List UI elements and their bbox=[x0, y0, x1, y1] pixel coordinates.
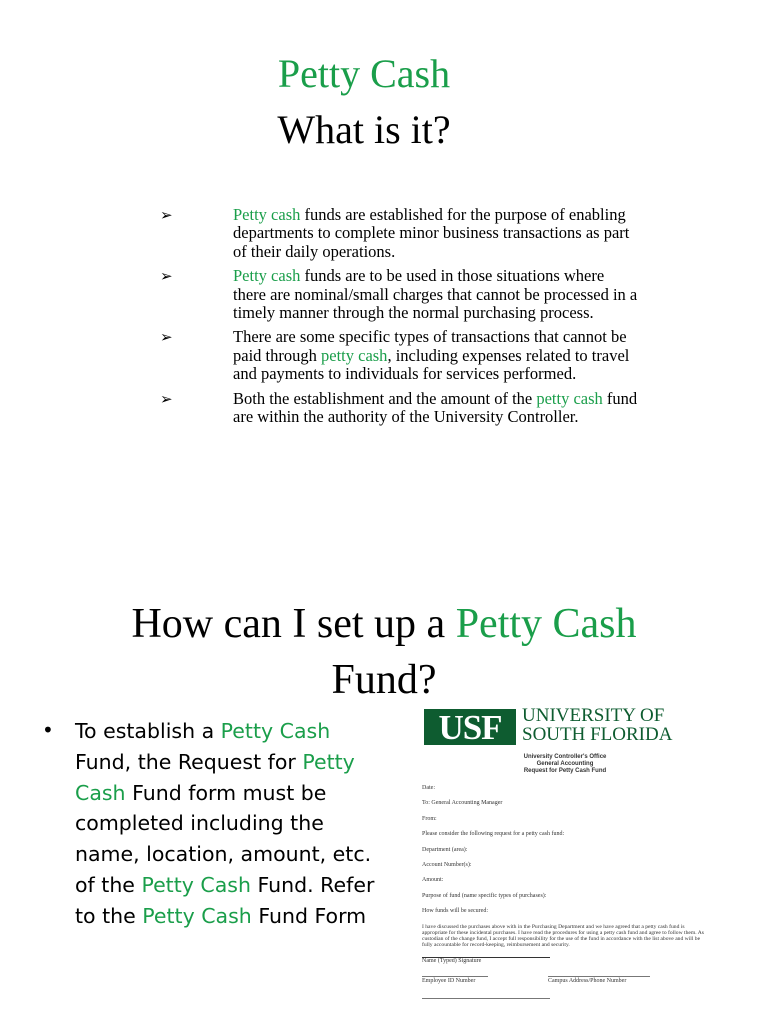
arrow-bullet-icon: ➢ bbox=[160, 328, 173, 347]
form-field-label: Account Number(s): bbox=[422, 861, 472, 868]
highlight-term: Petty Cash bbox=[142, 903, 252, 928]
highlight-term: Petty cash bbox=[233, 205, 301, 224]
highlight-term: Petty Cash bbox=[141, 872, 251, 897]
slide2-body: • To establish a Petty Cash Fund, the Request for Petty Cash Fund form must be completed including the name, location, amount, etc. of the Petty Cash Fund. Refer to the Petty Cash Fund Form bbox=[42, 716, 392, 932]
list-item: ➢ Petty cash funds are established for the purpose of enabling departments to complete minor business transactions as part of their daily operations. bbox=[160, 205, 630, 261]
petty-cash-form-image bbox=[420, 706, 710, 1024]
highlight-term: petty cash bbox=[321, 345, 388, 365]
form-field-label: Please consider the following request for a petty cash fund: bbox=[422, 831, 565, 838]
signature-label: Name (Typed) Signature bbox=[422, 957, 482, 964]
form-agreement-text: I have discussed the purchases above with in the Purchasing Department and we have agreed that a petty cash fund is appropriate for these incidental purchases. I have read the procedures for using a petty cash fund and agree to follow them. As custodian of the change fund, I accept full responsibility for the use of the fund in accordance with the list above and will be fully accountable for record-keeping, reimbursement and security. bbox=[422, 923, 704, 949]
slide2-title: How can I set up a Petty Cash Fund? bbox=[131, 601, 637, 703]
bullet-dot-icon: • bbox=[42, 718, 54, 742]
highlight-term: Petty cash bbox=[233, 266, 301, 286]
form-field-label: Amount: bbox=[422, 877, 444, 884]
campus-address-line bbox=[548, 976, 650, 977]
form-field-label: Date: bbox=[422, 785, 435, 791]
arrow-bullet-icon: ➢ bbox=[160, 206, 173, 224]
form-fields bbox=[420, 785, 710, 914]
campus-address-label: Campus Address/Phone Number bbox=[548, 977, 627, 984]
highlight-term: Petty Cash bbox=[75, 749, 355, 805]
form-field-label: From: bbox=[422, 815, 437, 822]
usf-logo-mark: USF bbox=[424, 709, 516, 745]
usf-logo-text: UNIVERSITY OF SOUTH FLORIDA bbox=[522, 706, 673, 745]
list-item: ➢ There are some specific types of transactions that cannot be paid through petty cash, including expenses related to travel and payments to individuals for services performed. bbox=[160, 327, 630, 384]
highlight-term: Petty Cash bbox=[220, 719, 331, 743]
form-signature-area bbox=[422, 957, 710, 999]
arrow-bullet-icon: ➢ bbox=[160, 267, 173, 286]
list-item: ➢ Both the establishment and the amount of the petty cash fund are within the authority of the University Controller. bbox=[160, 388, 638, 427]
slide1-title: Petty Cash bbox=[277, 51, 451, 96]
form-field-label: Department (area): bbox=[422, 846, 468, 853]
extra-line bbox=[422, 998, 550, 999]
employee-id-label: Employee ID Number bbox=[422, 977, 476, 984]
form-header: University Controller's Office General Accounting Request for Petty Cash Fund bbox=[523, 754, 607, 774]
list-item: ➢ Petty cash funds are to be used in those situations where there are nominal/small charges that cannot be processed in a timely manner through the normal purchasing process. bbox=[160, 266, 638, 323]
form-field-label: Purpose of fund (name specific types of purchases): bbox=[422, 892, 547, 899]
slide1-subtitle: What is it? bbox=[277, 107, 451, 152]
highlight-term: petty cash bbox=[536, 388, 603, 408]
employee-id-line bbox=[422, 976, 488, 977]
usf-logo bbox=[420, 706, 710, 746]
form-field-label: How funds will be secured: bbox=[422, 908, 488, 915]
slide1-bullet-list bbox=[160, 206, 640, 432]
form-field-label: To: General Accounting Manager bbox=[422, 800, 503, 807]
highlight-term: Petty Cash bbox=[455, 601, 637, 647]
arrow-bullet-icon: ➢ bbox=[160, 389, 173, 408]
